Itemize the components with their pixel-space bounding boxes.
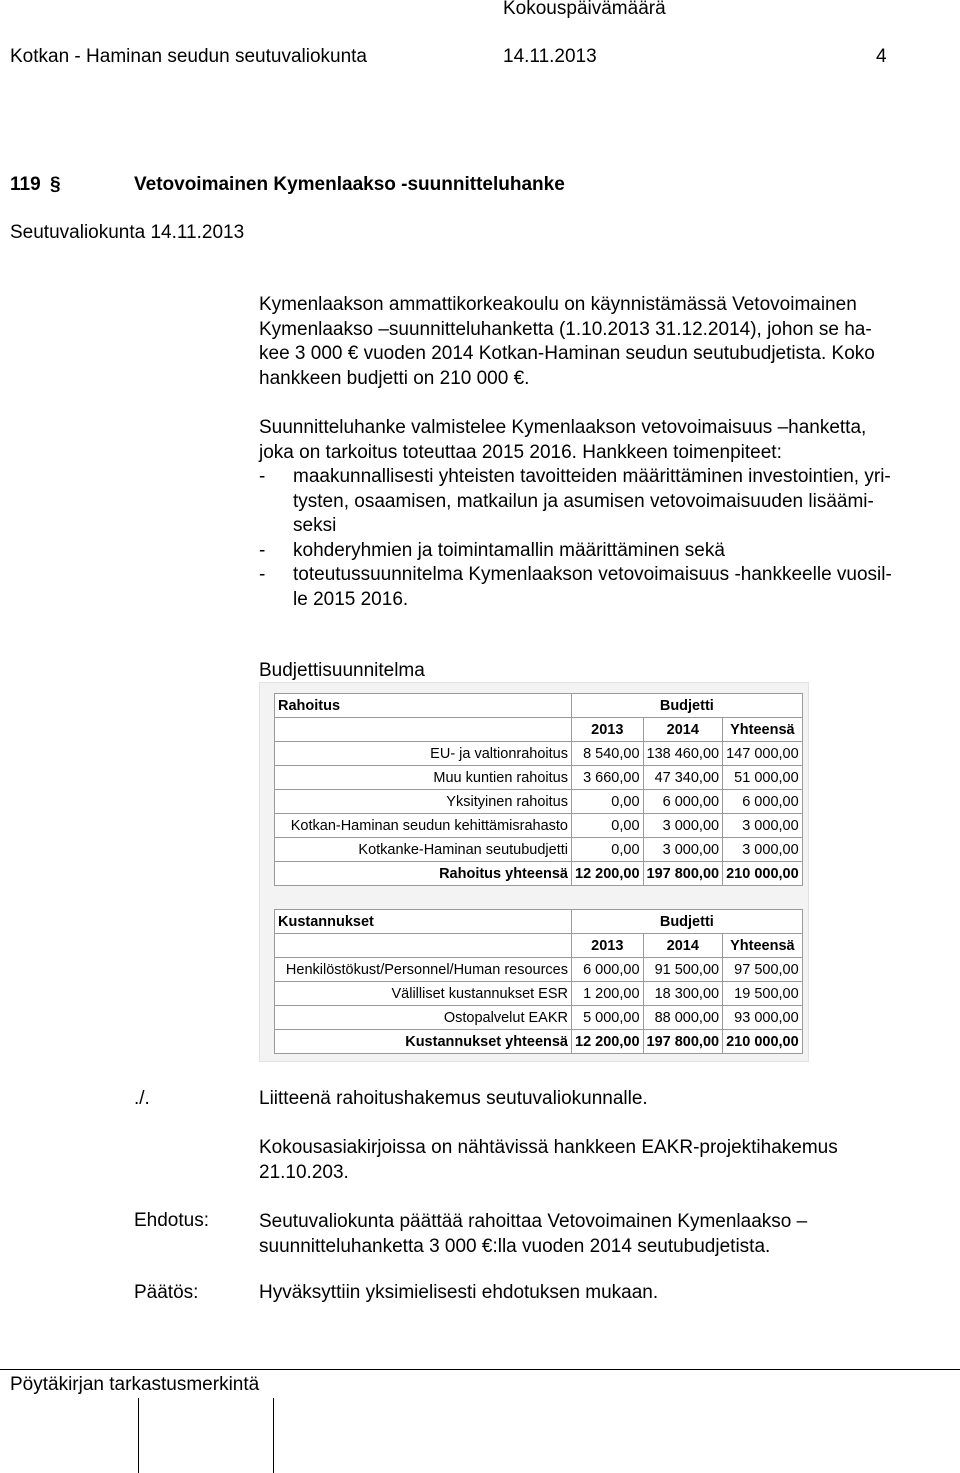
text-line: kohderyhmien ja toimintamallin määrittäminen sekä <box>293 539 725 561</box>
column-header: Yhteensä <box>723 718 803 742</box>
cell-2014: 88 000,00 <box>643 1006 723 1030</box>
cell-2014: 138 460,00 <box>643 742 723 766</box>
cell-total: 210 000,00 <box>723 1030 803 1054</box>
cell-2013: 0,00 <box>572 814 644 838</box>
row-label: Muu kuntien rahoitus <box>275 766 572 790</box>
proposal-label: Ehdotus: <box>134 1210 209 1231</box>
bullet-dash: - <box>259 564 266 585</box>
cell-total: 210 000,00 <box>723 862 803 886</box>
intro-paragraph <box>259 293 959 391</box>
column-header: 2014 <box>643 718 723 742</box>
cell-2013: 12 200,00 <box>572 862 644 886</box>
cell-2014: 3 000,00 <box>643 838 723 862</box>
cell-2013: 8 540,00 <box>572 742 644 766</box>
text-line: hankkeen budjetti on 210 000 €. <box>259 367 530 389</box>
text-line: seksi <box>293 515 337 536</box>
budget-table-image <box>259 682 809 1062</box>
cost-table-title: Kustannukset <box>275 910 572 934</box>
text-line: Kymenlaakson ammattikorkeakoulu on käynnistämässä Vetovoimainen <box>259 294 857 315</box>
section-sign: § <box>50 174 61 195</box>
cell-2014: 197 800,00 <box>643 1030 723 1054</box>
decision-text: Hyväksyttiin yksimielisesti ehdotuksen mukaan. <box>259 1282 659 1303</box>
row-label: Henkilöstökust/Personnel/Human resources <box>275 958 572 982</box>
bullet-dash: - <box>259 466 266 487</box>
cell-2013: 3 660,00 <box>572 766 644 790</box>
row-label: Ostopalvelut EAKR <box>275 1006 572 1030</box>
list-item <box>259 563 959 612</box>
row-label: EU- ja valtionrahoitus <box>275 742 572 766</box>
organization-name: Kotkan - Haminan seudun seutuvaliokunta <box>10 46 368 67</box>
row-label: Välilliset kustannukset ESR <box>275 982 572 1006</box>
text-line: Suunnitteluhanke valmistelee Kymenlaakson vetovoimaisuus –hanketta, <box>259 417 867 438</box>
cell-2013: 1 200,00 <box>572 982 644 1006</box>
cell-total: 51 000,00 <box>723 766 803 790</box>
text-line: kee 3 000 € vuoden 2014 Kotkan-Haminan seudun seutubudjetista. Koko <box>259 343 875 364</box>
cell-total: 19 500,00 <box>723 982 803 1006</box>
text-line: 21.10.203. <box>259 1161 349 1183</box>
table-row <box>275 838 803 862</box>
row-label: Kustannukset yhteensä <box>275 1030 572 1054</box>
signature-box-divider <box>138 1398 139 1473</box>
documents-note <box>259 1136 959 1185</box>
budget-column-group: Budjetti <box>572 694 803 718</box>
cell-total: 3 000,00 <box>723 838 803 862</box>
table-row <box>275 1006 803 1030</box>
row-label: Kotkanke-Haminan seutubudjetti <box>275 838 572 862</box>
signature-box-divider <box>273 1398 274 1473</box>
cell-total: 93 000,00 <box>723 1006 803 1030</box>
column-header: Yhteensä <box>723 934 803 958</box>
proposal-text <box>259 1210 959 1259</box>
total-row <box>275 1030 803 1054</box>
cell-2013: 0,00 <box>572 790 644 814</box>
row-label: Kotkan-Haminan seudun kehittämisrahasto <box>275 814 572 838</box>
item-number: 119 <box>10 174 41 195</box>
text-line: joka on tarkoitus toteuttaa 2015 2016. Hankkeen toimenpiteet: <box>259 441 782 463</box>
meeting-reference: Seutuvaliokunta 14.11.2013 <box>10 222 245 243</box>
table-row <box>275 814 803 838</box>
cell-total: 97 500,00 <box>723 958 803 982</box>
attachment-marker: ./. <box>134 1088 150 1109</box>
text-line: toteutussuunnitelma Kymenlaakson vetovoimaisuus -hankkeelle vuosil- <box>293 564 892 585</box>
footer-label: Pöytäkirjan tarkastusmerkintä <box>10 1374 260 1395</box>
column-header: 2013 <box>572 718 644 742</box>
column-header: 2013 <box>572 934 644 958</box>
cell-2014: 6 000,00 <box>643 790 723 814</box>
cell-2013: 0,00 <box>572 838 644 862</box>
funding-table-title: Rahoitus <box>275 694 572 718</box>
list-item <box>259 465 959 539</box>
column-header: 2014 <box>643 934 723 958</box>
text-line: Seutuvaliokunta päättää rahoittaa Vetovoimainen Kymenlaakso – <box>259 1211 808 1232</box>
table-row <box>275 982 803 1006</box>
cell-2013: 12 200,00 <box>572 1030 644 1054</box>
cell-2014: 197 800,00 <box>643 862 723 886</box>
cell-2014: 3 000,00 <box>643 814 723 838</box>
project-paragraph <box>259 416 959 612</box>
total-row <box>275 862 803 886</box>
text-line: Kymenlaakso –suunnitteluhanketta (1.10.2013 31.12.2014), johon se ha- <box>259 318 872 340</box>
row-label: Yksityinen rahoitus <box>275 790 572 814</box>
text-line: suunnitteluhanketta 3 000 €:lla vuoden 2014 seutubudjetista. <box>259 1235 771 1257</box>
bullet-dash: - <box>259 539 266 561</box>
text-line: le 2015 2016. <box>293 588 409 610</box>
item-title: Vetovoimainen Kymenlaakso -suunnitteluhanke <box>134 174 565 195</box>
decision-label: Päätös: <box>134 1282 199 1303</box>
meeting-date: 14.11.2013 <box>503 46 597 67</box>
cell-total: 3 000,00 <box>723 814 803 838</box>
table-row <box>275 742 803 766</box>
cell-2014: 47 340,00 <box>643 766 723 790</box>
empty-cell <box>275 934 572 958</box>
table-row <box>275 790 803 814</box>
list-item <box>259 539 959 564</box>
footer-divider <box>0 1369 960 1370</box>
funding-table <box>274 693 803 886</box>
cell-total: 147 000,00 <box>723 742 803 766</box>
row-label: Rahoitus yhteensä <box>275 862 572 886</box>
attachment-text: Liitteenä rahoitushakemus seutuvaliokunnalle. <box>259 1088 648 1109</box>
page-number: 4 <box>876 46 887 67</box>
cell-2014: 18 300,00 <box>643 982 723 1006</box>
table-row <box>275 766 803 790</box>
budget-column-group: Budjetti <box>572 910 803 934</box>
cell-2013: 6 000,00 <box>572 958 644 982</box>
text-line: tysten, osaamisen, matkailun ja asumisen vetovoimaisuuden lisäämi- <box>293 490 874 512</box>
cell-2013: 5 000,00 <box>572 1006 644 1030</box>
budget-heading: Budjettisuunnitelma <box>259 660 425 681</box>
empty-cell <box>275 718 572 742</box>
cell-2014: 91 500,00 <box>643 958 723 982</box>
cost-table <box>274 909 803 1054</box>
table-row <box>275 958 803 982</box>
text-line: Kokousasiakirjoissa on nähtävissä hankkeen EAKR-projektihakemus <box>259 1137 838 1158</box>
text-line: maakunnallisesti yhteisten tavoitteiden määrittäminen investointien, yri- <box>293 466 891 487</box>
cell-total: 6 000,00 <box>723 790 803 814</box>
date-column-label: Kokouspäivämäärä <box>503 0 666 19</box>
